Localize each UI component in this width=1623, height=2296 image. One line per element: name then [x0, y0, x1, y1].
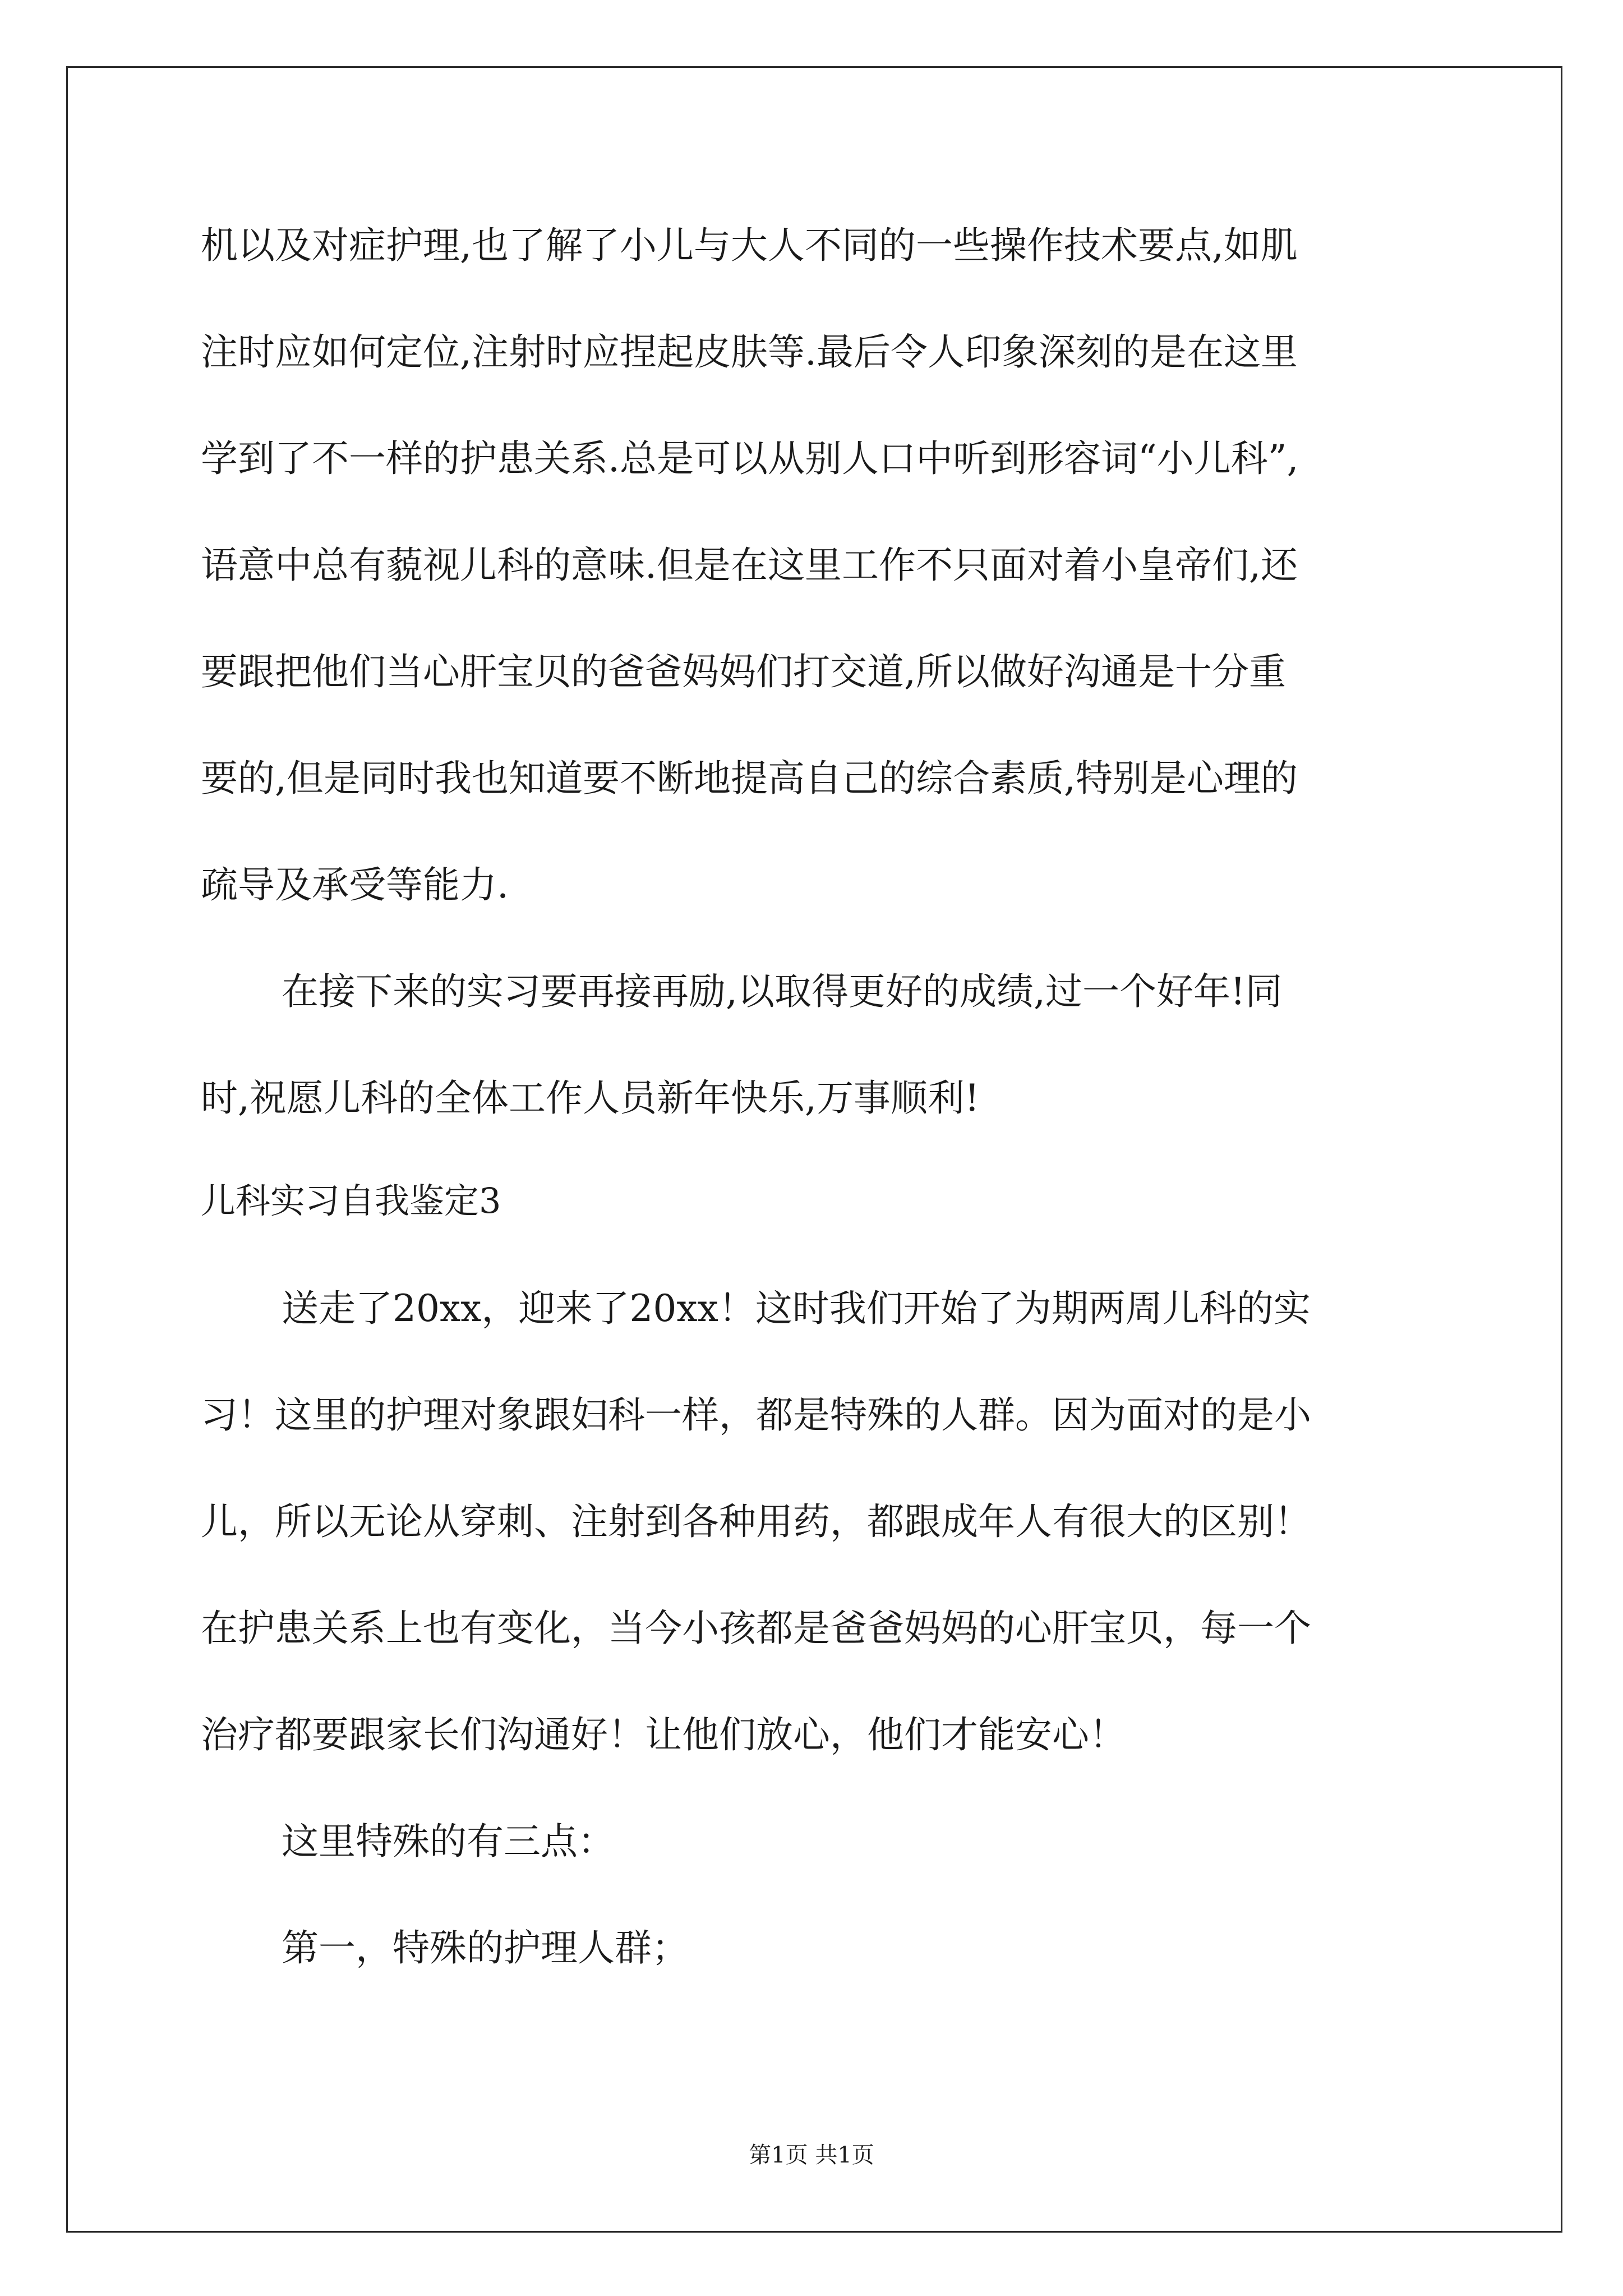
text-line: 语意中总有藐视儿科的意味.但是在这里工作不只面对着小皇帝们,还 — [201, 544, 1298, 587]
text-line: 学到了不一样的护患关系.总是可以从别人口中听到形容词“小儿科”, — [201, 437, 1299, 480]
text-line: 第一，特殊的护理人群； — [282, 1926, 689, 1970]
text-line: 儿，所以无论从穿刺、注射到各种用药，都跟成年人有很大的区别！ — [201, 1500, 1311, 1543]
text-line: 机以及对症护理,也了解了小儿与大人不同的一些操作技术要点,如肌 — [201, 224, 1298, 267]
section-heading: 儿科实习自我鉴定3 — [201, 1180, 501, 1221]
text-line: 疏导及承受等能力. — [201, 863, 509, 907]
text-line: 要跟把他们当心肝宝贝的爸爸妈妈们打交道,所以做好沟通是十分重 — [201, 650, 1286, 693]
page-border — [66, 66, 1562, 2233]
text-line: 在接下来的实习要再接再励,以取得更好的成绩,过一个好年!同 — [282, 970, 1283, 1013]
text-line: 送走了20xx，迎来了20xx！这时我们开始了为期两周儿科的实 — [282, 1287, 1311, 1330]
text-line: 时,祝愿儿科的全体工作人员新年快乐,万事顺利! — [201, 1076, 980, 1120]
text-line: 习！这里的护理对象跟妇科一样，都是特殊的人群。因为面对的是小 — [201, 1393, 1311, 1437]
text-line: 在护患关系上也有变化，当今小孩都是爸爸妈妈的心肝宝贝，每一个 — [201, 1607, 1311, 1650]
text-line: 注时应如何定位,注射时应捏起皮肤等.最后令人印象深刻的是在这里 — [201, 330, 1298, 374]
text-line: 治疗都要跟家长们沟通好！让他们放心，他们才能安心！ — [201, 1713, 1126, 1756]
text-line: 这里特殊的有三点： — [282, 1820, 615, 1863]
page-number: 第1页 共1页 — [749, 2142, 874, 2168]
text-line: 要的,但是同时我也知道要不断地提高自己的综合素质,特别是心理的 — [201, 757, 1298, 800]
